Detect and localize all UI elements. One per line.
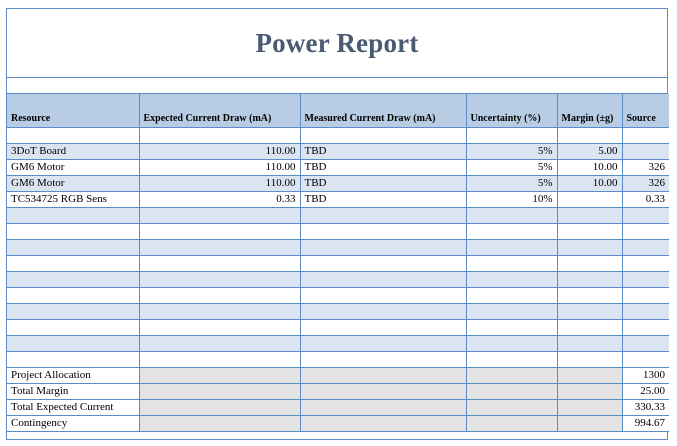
- cell-resource[interactable]: [7, 224, 139, 240]
- summary-row: [7, 416, 669, 432]
- cell-measured[interactable]: [300, 304, 466, 320]
- cell-measured[interactable]: [300, 352, 466, 368]
- table-row: [7, 208, 669, 224]
- summary-blank-cell: [466, 368, 557, 384]
- cell-resource[interactable]: [7, 336, 139, 352]
- summary-blank-cell: [300, 368, 466, 384]
- cell-resource[interactable]: GM6 Motor: [7, 176, 139, 192]
- cell-margin[interactable]: [557, 128, 622, 144]
- table-row: [7, 128, 669, 144]
- cell-uncertainty[interactable]: [466, 128, 557, 144]
- cell-expected[interactable]: 0.33: [139, 192, 300, 208]
- cell-uncertainty[interactable]: [466, 224, 557, 240]
- table-row: [7, 304, 669, 320]
- table-row: [7, 224, 669, 240]
- cell-uncertainty[interactable]: 10%: [466, 192, 557, 208]
- cell-uncertainty[interactable]: 5%: [466, 144, 557, 160]
- cell-measured[interactable]: TBD: [300, 192, 466, 208]
- cell-source[interactable]: 0.33: [622, 192, 669, 208]
- table-row: [7, 288, 669, 304]
- cell-margin[interactable]: [557, 352, 622, 368]
- cell-measured[interactable]: [300, 288, 466, 304]
- cell-uncertainty[interactable]: [466, 288, 557, 304]
- cell-measured[interactable]: TBD: [300, 176, 466, 192]
- spacer-row: [7, 78, 667, 94]
- cell-source[interactable]: 326: [622, 160, 669, 176]
- cell-source[interactable]: [622, 144, 669, 160]
- cell-source[interactable]: [622, 128, 669, 144]
- cell-expected[interactable]: [139, 352, 300, 368]
- cell-measured[interactable]: [300, 240, 466, 256]
- summary-blank-cell: [300, 400, 466, 416]
- cell-measured[interactable]: [300, 224, 466, 240]
- summary-blank-cell: [139, 368, 300, 384]
- cell-resource[interactable]: 3DoT Board: [7, 144, 139, 160]
- power-table: [7, 94, 669, 432]
- cell-uncertainty[interactable]: 5%: [466, 176, 557, 192]
- summary-blank-cell: [557, 416, 622, 432]
- cell-expected[interactable]: [139, 256, 300, 272]
- table-row: [7, 176, 669, 192]
- table-row: [7, 336, 669, 352]
- cell-measured[interactable]: [300, 208, 466, 224]
- summary-blank-cell: [300, 384, 466, 400]
- cell-source[interactable]: [622, 208, 669, 224]
- table-row: [7, 320, 669, 336]
- cell-expected[interactable]: [139, 288, 300, 304]
- header-row: [7, 94, 669, 128]
- cell-source[interactable]: [622, 336, 669, 352]
- summary-blank-cell: [139, 400, 300, 416]
- col-header-source: Source: [622, 94, 669, 128]
- cell-resource[interactable]: [7, 288, 139, 304]
- summary-row: [7, 384, 669, 400]
- cell-resource[interactable]: GM6 Motor: [7, 160, 139, 176]
- summary-row: [7, 400, 669, 416]
- page-title: Power Report: [255, 27, 419, 58]
- summary-label: Total Margin: [7, 384, 139, 400]
- summary-value[interactable]: 994.67: [622, 416, 669, 432]
- cell-expected[interactable]: [139, 304, 300, 320]
- cell-margin[interactable]: [557, 336, 622, 352]
- table-row: [7, 272, 669, 288]
- cell-source[interactable]: 326: [622, 176, 669, 192]
- summary-blank-cell: [139, 384, 300, 400]
- table-row: [7, 192, 669, 208]
- cell-source[interactable]: [622, 352, 669, 368]
- cell-margin[interactable]: [557, 320, 622, 336]
- summary-label: Project Allocation: [7, 368, 139, 384]
- cell-uncertainty[interactable]: [466, 208, 557, 224]
- cell-expected[interactable]: 110.00: [139, 160, 300, 176]
- title-area: [7, 9, 667, 78]
- cell-expected[interactable]: 110.00: [139, 144, 300, 160]
- summary-blank-cell: [300, 416, 466, 432]
- cell-source[interactable]: [622, 256, 669, 272]
- col-header-expected: Expected Current Draw (mA): [139, 94, 300, 128]
- summary-blank-cell: [557, 400, 622, 416]
- cell-uncertainty[interactable]: [466, 336, 557, 352]
- cell-uncertainty[interactable]: [466, 320, 557, 336]
- summary-label: Contingency: [7, 416, 139, 432]
- summary-label: Total Expected Current: [7, 400, 139, 416]
- power-report-sheet: [6, 8, 668, 440]
- table-row: [7, 240, 669, 256]
- summary-blank-cell: [466, 416, 557, 432]
- cell-resource[interactable]: [7, 256, 139, 272]
- cell-margin[interactable]: 10.00: [557, 160, 622, 176]
- cell-expected[interactable]: [139, 128, 300, 144]
- cell-uncertainty[interactable]: [466, 240, 557, 256]
- cell-uncertainty[interactable]: [466, 256, 557, 272]
- cell-expected[interactable]: [139, 336, 300, 352]
- cell-measured[interactable]: [300, 256, 466, 272]
- cell-source[interactable]: [622, 304, 669, 320]
- summary-value[interactable]: 330.33: [622, 400, 669, 416]
- cell-margin[interactable]: [557, 224, 622, 240]
- cell-measured[interactable]: TBD: [300, 144, 466, 160]
- cell-uncertainty[interactable]: [466, 352, 557, 368]
- col-header-margin: Margin (±g): [557, 94, 622, 128]
- summary-blank-cell: [557, 384, 622, 400]
- summary-blank-cell: [139, 416, 300, 432]
- cell-expected[interactable]: 110.00: [139, 176, 300, 192]
- col-header-uncertainty: Uncertainty (%): [466, 94, 557, 128]
- cell-resource[interactable]: [7, 320, 139, 336]
- summary-value[interactable]: 25.00: [622, 384, 669, 400]
- cell-source[interactable]: [622, 240, 669, 256]
- cell-resource[interactable]: TC534725 RGB Sens: [7, 192, 139, 208]
- cell-source[interactable]: [622, 224, 669, 240]
- cell-measured[interactable]: TBD: [300, 160, 466, 176]
- summary-blank-cell: [466, 384, 557, 400]
- cell-margin[interactable]: 5.00: [557, 144, 622, 160]
- col-header-resource: Resource: [7, 94, 139, 128]
- cell-uncertainty[interactable]: [466, 304, 557, 320]
- cell-source[interactable]: [622, 320, 669, 336]
- cell-expected[interactable]: [139, 208, 300, 224]
- cell-resource[interactable]: [7, 272, 139, 288]
- cell-source[interactable]: [622, 288, 669, 304]
- cell-margin[interactable]: [557, 304, 622, 320]
- cell-margin[interactable]: [557, 240, 622, 256]
- table-row: [7, 160, 669, 176]
- cell-expected[interactable]: [139, 320, 300, 336]
- cell-resource[interactable]: [7, 240, 139, 256]
- summary-blank-cell: [466, 400, 557, 416]
- cell-measured[interactable]: [300, 128, 466, 144]
- cell-measured[interactable]: [300, 336, 466, 352]
- cell-expected[interactable]: [139, 240, 300, 256]
- cell-resource[interactable]: [7, 304, 139, 320]
- cell-margin[interactable]: [557, 208, 622, 224]
- cell-margin[interactable]: [557, 192, 622, 208]
- table-row: [7, 144, 669, 160]
- cell-margin[interactable]: [557, 272, 622, 288]
- col-header-measured: Measured Current Draw (mA): [300, 94, 466, 128]
- cell-margin[interactable]: [557, 256, 622, 272]
- cell-uncertainty[interactable]: [466, 272, 557, 288]
- cell-expected[interactable]: [139, 272, 300, 288]
- cell-expected[interactable]: [139, 224, 300, 240]
- summary-value[interactable]: 1300: [622, 368, 669, 384]
- cell-uncertainty[interactable]: 5%: [466, 160, 557, 176]
- cell-measured[interactable]: [300, 272, 466, 288]
- summary-row: [7, 368, 669, 384]
- cell-resource[interactable]: [7, 208, 139, 224]
- cell-resource[interactable]: [7, 128, 139, 144]
- cell-margin[interactable]: [557, 288, 622, 304]
- summary-blank-cell: [557, 368, 622, 384]
- cell-resource[interactable]: [7, 352, 139, 368]
- cell-measured[interactable]: [300, 320, 466, 336]
- cell-source[interactable]: [622, 272, 669, 288]
- table-row: [7, 352, 669, 368]
- table-row: [7, 256, 669, 272]
- cell-margin[interactable]: 10.00: [557, 176, 622, 192]
